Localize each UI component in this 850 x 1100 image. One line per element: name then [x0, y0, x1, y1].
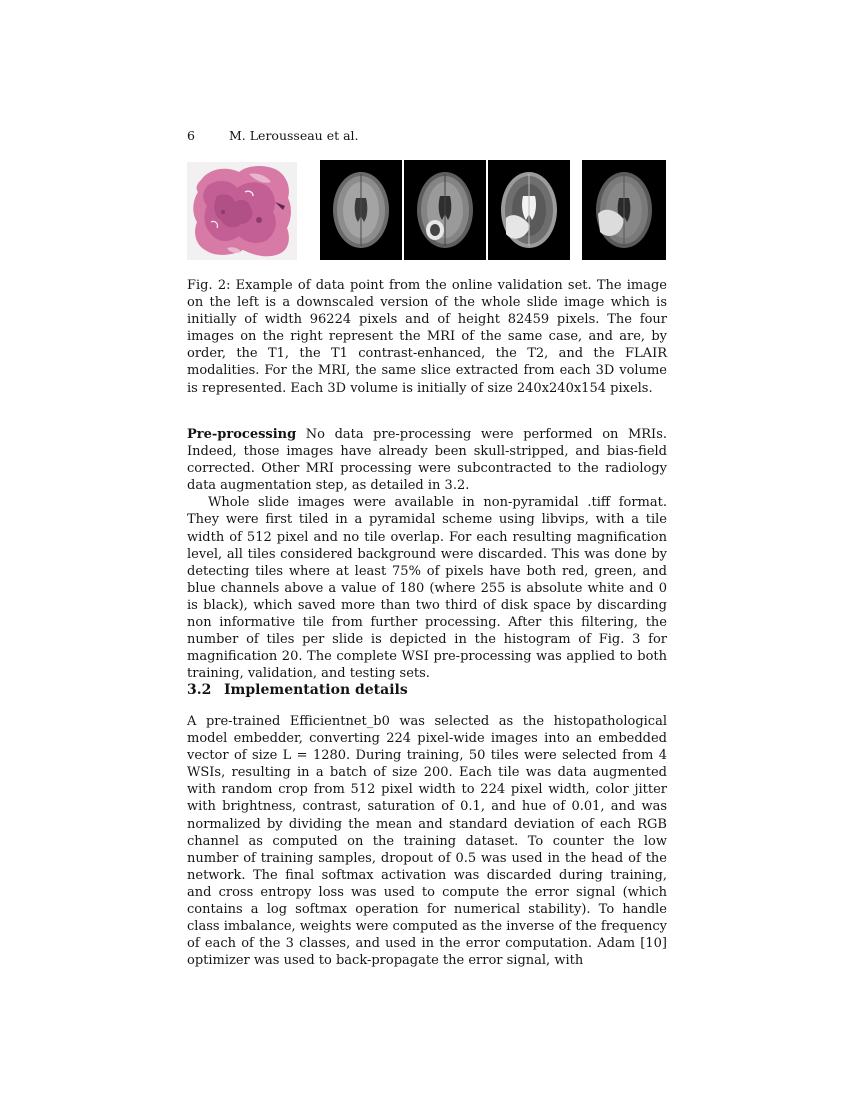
implementation-paragraph: A pre-trained Efficientnet_b0 was selected as the histopathological model embedder, converting 224 pixel-wide images into an embedded vector of size L = 1280. During training, 50 tiles were selected from 4 WSIs, resulting in a batch of size 200. Each tile was data augmented with random crop from 512 pixel width to 224 pixel width, color jitter with brightness, contrast, saturation of 0.1, and hue of 0.01, and was normalized by dividing the mean and standard deviation of each RGB channel as computed on the training dataset. To counter the low number of training samples, dropout of 0.5 was used in the head of the network. The final softmax activation was discarded during training, and cross entropy loss was used to compute the error signal (which contains a log softmax operation for numerical stability). To handle class imbalance, weights were computed as the inverse of the frequency of each of the 3 classes, and used in the error computation. Adam [10] optimizer was used to back-propagate the error signal, with — [187, 714, 667, 969]
preprocessing-heading: Pre-processing — [187, 427, 297, 442]
mri-flair-image — [582, 160, 666, 260]
implementation-section — [187, 713, 667, 969]
preprocessing-text-1: No data pre-processing were performed on MRIs. Indeed, those images have already been skull-stripped, and bias-field corrected. Other MRI processing were subcontracted to the radiology data augmentation step, as detailed in 3.2. — [187, 427, 667, 494]
preprocessing-paragraph-1 — [187, 426, 667, 494]
mri-t2-image — [488, 160, 570, 260]
preprocessing-paragraph-2: Whole slide images were available in non-pyramidal .tiff format. They were first tiled in a pyramidal scheme using libvips, with a tile width of 512 pixel and no tile overlap. For each resulting magnification level, all tiles considered background were discarded. This was done by detecting tiles where at least 75% of pixels have both red, green, and blue channels above a value of 180 (where 255 is absolute white and 0 is black), which saved more than two third of disk space by discarding non informative tile from further processing. After this filtering, the number of tiles per slide is depicted in the histogram of Fig. 3 for magnification 20. The complete WSI pre-processing was applied to both training, validation, and testing sets. — [187, 495, 667, 682]
section-title: Implementation details — [224, 682, 408, 698]
page-number: 6 — [187, 128, 195, 143]
section-number: 3.2 — [187, 682, 212, 698]
whole-slide-image — [187, 162, 297, 260]
running-head — [187, 128, 359, 143]
figure-2 — [187, 160, 667, 264]
mri-t1ce-image — [404, 160, 486, 260]
mri-t1-image — [320, 160, 402, 260]
preprocessing-section — [187, 426, 667, 682]
running-authors: M. Lerousseau et al. — [229, 128, 359, 143]
section-heading — [187, 682, 667, 698]
figure-caption: Fig. 2: Example of data point from the online validation set. The image on the left is a downscaled version of the whole slide image which is initially of width 96224 pixels and of height 82459 pixels. The four images on the right represent the MRI of the same case, and are, by order, the T1, the T1 contrast-enhanced, the T2, and the FLAIR modalities. For the MRI, the same slice extracted from each 3D volume is represented. Each 3D volume is initially of size 240x240x154 pixels. — [187, 278, 667, 396]
